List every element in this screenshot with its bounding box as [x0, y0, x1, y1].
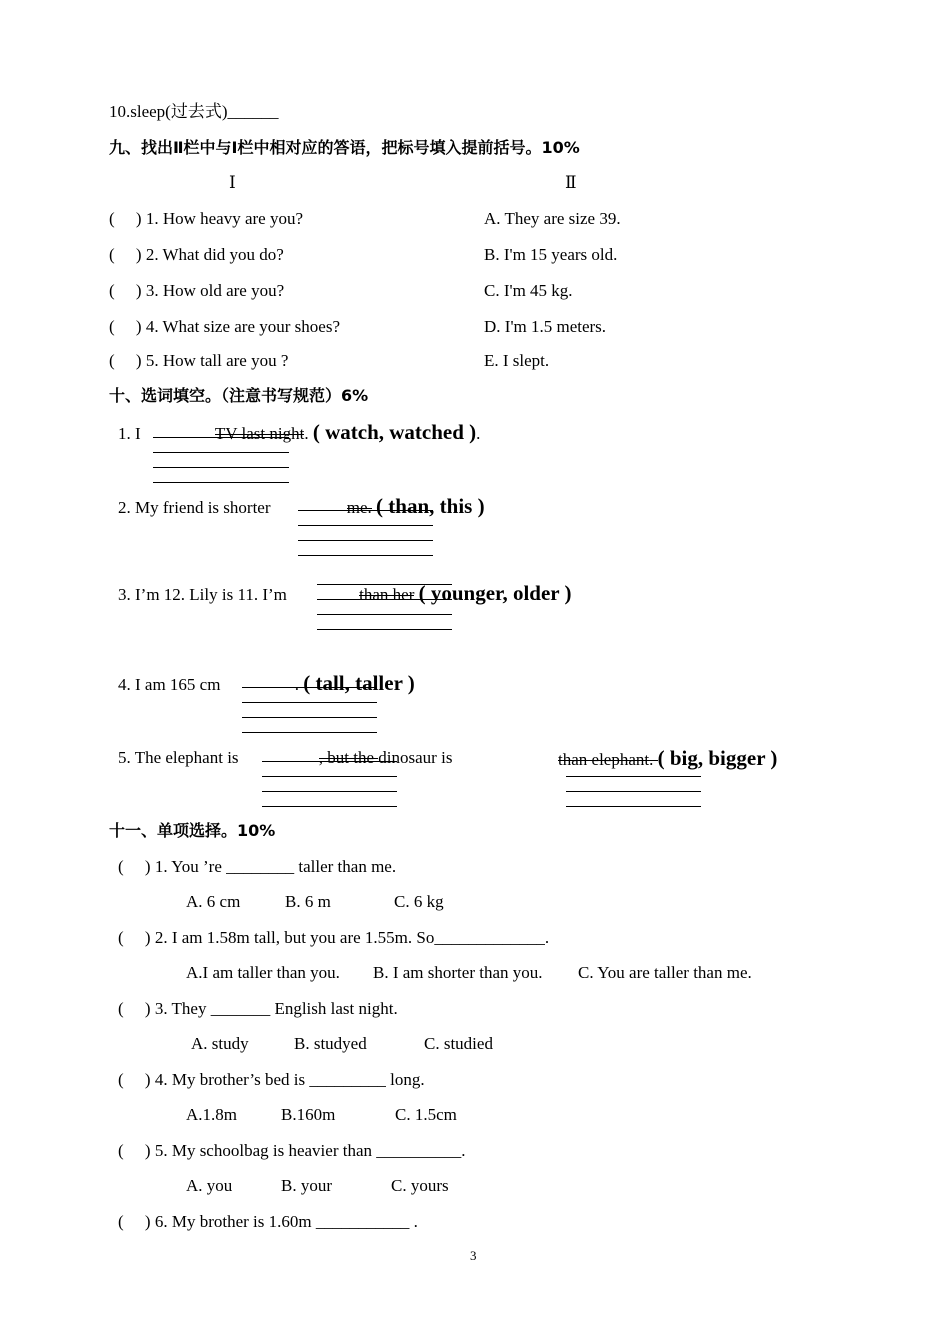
fill-item-text: 5. The elephant is	[118, 748, 243, 767]
option: C. 6 kg	[394, 892, 444, 911]
option: B. I am shorter than you.	[373, 963, 543, 982]
answer-line	[298, 555, 433, 556]
page-number: 3	[470, 1248, 477, 1263]
match-answer: A. They are size 39.	[484, 209, 621, 228]
option: A. you	[186, 1176, 233, 1195]
answer-line	[153, 452, 289, 453]
option: B.160m	[281, 1105, 336, 1124]
answer-line	[298, 510, 433, 511]
answer-line	[242, 732, 377, 733]
option: A. 6 cm	[186, 892, 241, 911]
option: B. 6 m	[285, 892, 331, 911]
answer-line	[298, 540, 433, 541]
answer-line	[262, 791, 397, 792]
fill-item-text: .	[476, 424, 481, 443]
option: A.1.8m	[186, 1105, 237, 1124]
choice-question: ( ) 5. My schoolbag is heavier than __________.	[118, 1141, 466, 1160]
word-choices: ( tall, taller )	[303, 671, 415, 695]
option: A.I am taller than you.	[186, 963, 340, 982]
answer-line	[153, 467, 289, 468]
struck-text: TV last night	[214, 424, 305, 443]
option: C. yours	[391, 1176, 449, 1195]
word-choices: ( big, bigger )	[657, 746, 778, 770]
match-answer: B. I'm 15 years old.	[484, 245, 618, 264]
word-choices: ( younger, older )	[418, 581, 572, 605]
option: B. your	[281, 1176, 332, 1195]
answer-line	[566, 806, 701, 807]
fill-item-3	[118, 583, 571, 605]
answer-line	[566, 791, 701, 792]
answer-line	[262, 806, 397, 807]
answer-line	[317, 584, 452, 585]
answer-line	[262, 761, 397, 762]
fill-item-text: 1. I	[118, 424, 145, 443]
match-question: ( ) 5. How tall are you ?	[109, 351, 289, 370]
choice-question: ( ) 1. You ’re ________ taller than me.	[118, 857, 397, 876]
section-10-title: 十、选词填空。（注意书写规范）6%	[109, 386, 369, 405]
fill-item-text: 2. My friend is shorter	[118, 498, 275, 517]
word-choices: ( watch, watched )	[312, 420, 477, 444]
fill-item-text: 3. I’m 12. Lily is 11. I’m	[118, 585, 292, 604]
section-11-title: 十一、单项选择。10%	[109, 821, 276, 840]
choice-question: ( ) 6. My brother is 1.60m ___________ .	[118, 1212, 418, 1231]
section-9-title: 九、找出Ⅱ栏中与Ⅰ栏中相对应的答语，把标号填入提前括号。10%	[109, 138, 580, 157]
option: C. You are taller than me.	[578, 963, 752, 982]
choice-question: ( ) 2. I am 1.58m tall, but you are 1.55m. So_____________.	[118, 928, 550, 947]
fill-item-text: 4. I am 165 cm	[118, 675, 225, 694]
answer-line	[153, 482, 289, 483]
word-choices: ( than, this )	[376, 494, 485, 518]
match-question: ( ) 4. What size are your shoes?	[109, 317, 340, 336]
match-answer: E. I slept.	[484, 351, 550, 370]
answer-line	[153, 437, 289, 438]
option: C. 1.5cm	[395, 1105, 457, 1124]
answer-line	[262, 776, 397, 777]
answer-line	[317, 629, 452, 630]
fill-item-2	[118, 496, 485, 518]
fill-item-1	[118, 422, 480, 444]
struck-text: than her	[359, 585, 415, 604]
struck-text: me.	[346, 498, 372, 517]
answer-line	[298, 525, 433, 526]
struck-text: , but the	[318, 748, 379, 767]
fill-item-5-tail	[558, 748, 777, 770]
struck-text: than elephant.	[558, 750, 658, 769]
struck-text: .	[294, 675, 299, 694]
fill-item-text: dinosaur is	[378, 748, 453, 767]
match-question: ( ) 2. What did you do?	[109, 245, 284, 264]
match-answer: C. I'm 45 kg.	[484, 281, 573, 300]
answer-line	[242, 687, 377, 688]
answer-line	[317, 599, 452, 600]
option: C. studied	[424, 1034, 493, 1053]
column-1-header: Ⅰ	[229, 173, 236, 192]
match-answer: D. I'm 1.5 meters.	[484, 317, 607, 336]
question-10-sleep: 10.sleep(过去式)______	[109, 102, 279, 121]
answer-line	[566, 776, 701, 777]
answer-line	[317, 614, 452, 615]
fill-item-4	[118, 673, 415, 695]
option: A. study	[191, 1034, 249, 1053]
option: B. studyed	[294, 1034, 367, 1053]
choice-question: ( ) 3. They _______ English last night.	[118, 999, 398, 1018]
choice-question: ( ) 4. My brother’s bed is _________ long.	[118, 1070, 425, 1089]
fill-item-text: .	[304, 424, 309, 443]
match-question: ( ) 1. How heavy are you?	[109, 209, 304, 228]
answer-line	[242, 702, 377, 703]
answer-line	[242, 717, 377, 718]
fill-item-5	[118, 748, 452, 768]
match-question: ( ) 3. How old are you?	[109, 281, 285, 300]
column-2-header: Ⅱ	[565, 173, 577, 192]
